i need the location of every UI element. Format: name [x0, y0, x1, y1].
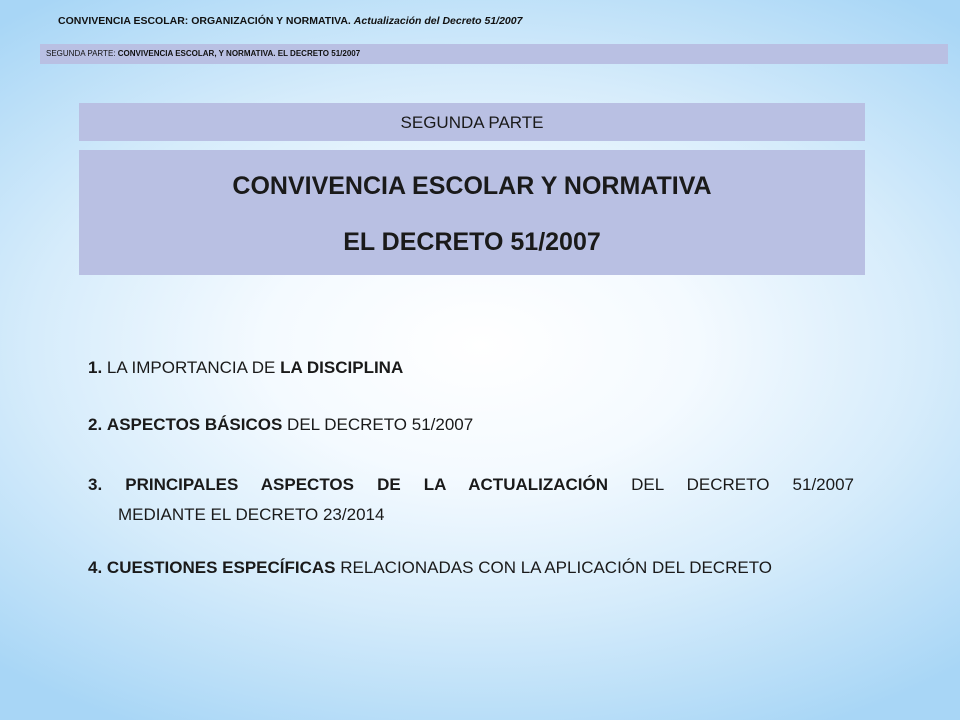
document-header	[58, 15, 522, 27]
part-label-box	[79, 103, 865, 141]
header-subtitle: Actualización del Decreto 51/2007	[353, 15, 523, 27]
section-prefix: SEGUNDA PARTE:	[46, 49, 116, 58]
list-item-1	[88, 358, 403, 378]
item-3-emphasis: PRINCIPALES ASPECTOS DE LA ACTUALIZACIÓN	[125, 475, 609, 494]
item-4-emphasis: CUESTIONES ESPECÍFICAS	[106, 558, 336, 577]
list-item-2	[88, 415, 473, 435]
title-box	[79, 150, 865, 275]
item-4-number: 4.	[88, 558, 103, 577]
title-line-2: EL DECRETO 51/2007	[343, 228, 601, 256]
item-2-emphasis: ASPECTOS BÁSICOS	[106, 415, 283, 434]
item-1-text: LA IMPORTANCIA DE	[106, 358, 276, 377]
item-3-text: DEL DECRETO 51/2007	[631, 475, 854, 494]
list-item-3	[88, 475, 854, 495]
section-text: CONVIVENCIA ESCOLAR, Y NORMATIVA. EL DECRETO 51/2007	[117, 49, 361, 58]
item-1-emphasis: LA DISCIPLINA	[280, 358, 404, 377]
header-title: CONVIVENCIA ESCOLAR: ORGANIZACIÓN Y NORMATIVA.	[58, 15, 351, 27]
part-label: SEGUNDA PARTE	[400, 113, 544, 132]
section-bar	[40, 44, 948, 64]
title-line-1: CONVIVENCIA ESCOLAR Y NORMATIVA	[232, 172, 712, 200]
item-3-number: 3.	[88, 475, 103, 494]
item-2-number: 2.	[88, 415, 103, 434]
list-item-4	[88, 558, 772, 578]
item-4-text: RELACIONADAS CON LA APLICACIÓN DEL DECRETO	[340, 558, 772, 577]
item-1-number: 1.	[88, 358, 103, 377]
list-item-3-continuation: MEDIANTE EL DECRETO 23/2014	[118, 505, 385, 524]
item-2-text: DEL DECRETO 51/2007	[287, 415, 474, 434]
